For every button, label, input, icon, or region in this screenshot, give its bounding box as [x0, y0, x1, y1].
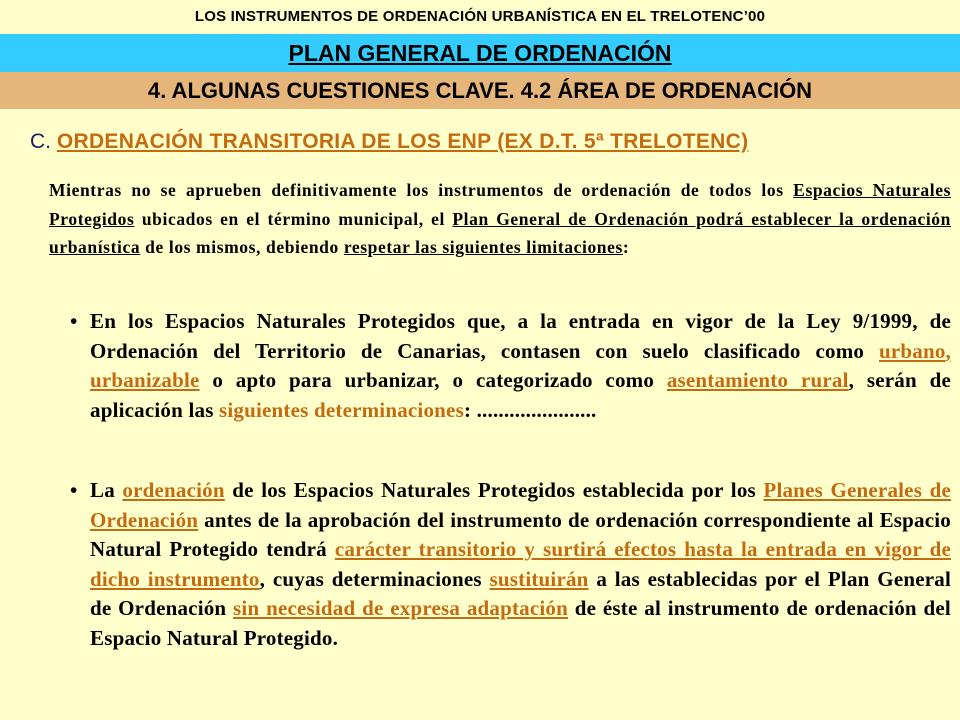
highlight-planes-generales: Planes Generales de Ordenación [90, 478, 951, 532]
bullet-text-segment: antes de la aprobación del instrumento de ordenación correspondiente al Espacio Natural Protegido tendrá [90, 507, 951, 561]
highlight-siguientes-determinaciones: siguientes determinaciones [219, 397, 464, 422]
bullet-text-segment: : ...................... [463, 397, 597, 422]
section-heading-text: ORDENACIÓN TRANSITORIA DE LOS ENP (EX D.T. 5ª TRELOTENC) [56, 130, 749, 153]
highlight-sin-necesidad: sin necesidad de expresa adaptación [233, 596, 569, 620]
highlight-comma: , [945, 338, 951, 363]
bullet-text [90, 307, 951, 425]
highlight-ordenacion: ordenación [122, 478, 225, 502]
slide-top-title: LOS INSTRUMENTOS DE ORDENACIÓN URBANÍSTICA EN EL TRELOTENC’00 [0, 0, 960, 34]
intro-underline-limitaciones: respetar las siguientes limitaciones [343, 237, 623, 257]
highlight-caracter-transitorio: carácter transitorio y surtirá efectos hasta la entrada en vigor de dicho instrumento [90, 537, 951, 591]
intro-underline-plan: Plan General de Ordenación podrá establecer la ordenación urbanística [49, 208, 951, 257]
bullet-text-segment: a las establecidas por el Plan General de Ordenación [90, 566, 951, 620]
bullet-text-segment: de éste al instrumento de ordenación del Espacio Natural Protegido. [90, 596, 951, 650]
bullet-text-segment: La [90, 478, 123, 502]
bullet-text-segment: o apto para urbanizar, o categorizado como [199, 368, 667, 392]
highlight-sustituiran: sustituirán [489, 566, 589, 591]
bullet-text-segment: de los Espacios Naturales Protegidos establecida por los [224, 478, 764, 502]
bullet-dot: • [70, 309, 78, 333]
bullet-text-segment: En los Espacios Naturales Protegidos que, a la entrada en vigor de la Ley 9/1999, de Ordenación del Territorio de Canarias, contasen con suelo clasificado como [90, 309, 951, 363]
bullet-text [90, 476, 951, 653]
bullet-item [70, 307, 951, 425]
intro-underline-enp: Espacios Naturales Protegidos [49, 180, 951, 229]
highlight-asentamiento-rural: asentamiento rural [666, 368, 849, 392]
plan-general-banner [0, 34, 960, 72]
intro-text: de los mismos, debiendo [140, 237, 344, 257]
bullet-text-segment: , cuyas determinaciones [259, 566, 490, 591]
section-heading [30, 130, 950, 154]
plan-general-title: PLAN GENERAL DE ORDENACIÓN [288, 40, 672, 66]
intro-text: : [622, 237, 630, 257]
highlight-urbano: urbano [878, 338, 946, 363]
section-banner: 4. ALGUNAS CUESTIONES CLAVE. 4.2 ÁREA DE ORDENACIÓN [0, 72, 960, 109]
highlight-urbanizable: urbanizable [90, 368, 200, 392]
bullet-dot: • [70, 478, 78, 502]
intro-text: Mientras no se aprueben definitivamente los instrumentos de ordenación de todos los [49, 180, 794, 200]
bullet-text-segment: , serán de aplicación las [90, 368, 951, 422]
intro-text: ubicados en el término municipal, el [134, 208, 453, 229]
intro-paragraph [49, 176, 951, 262]
bullet-item [70, 476, 951, 653]
section-letter: C. [30, 130, 51, 153]
